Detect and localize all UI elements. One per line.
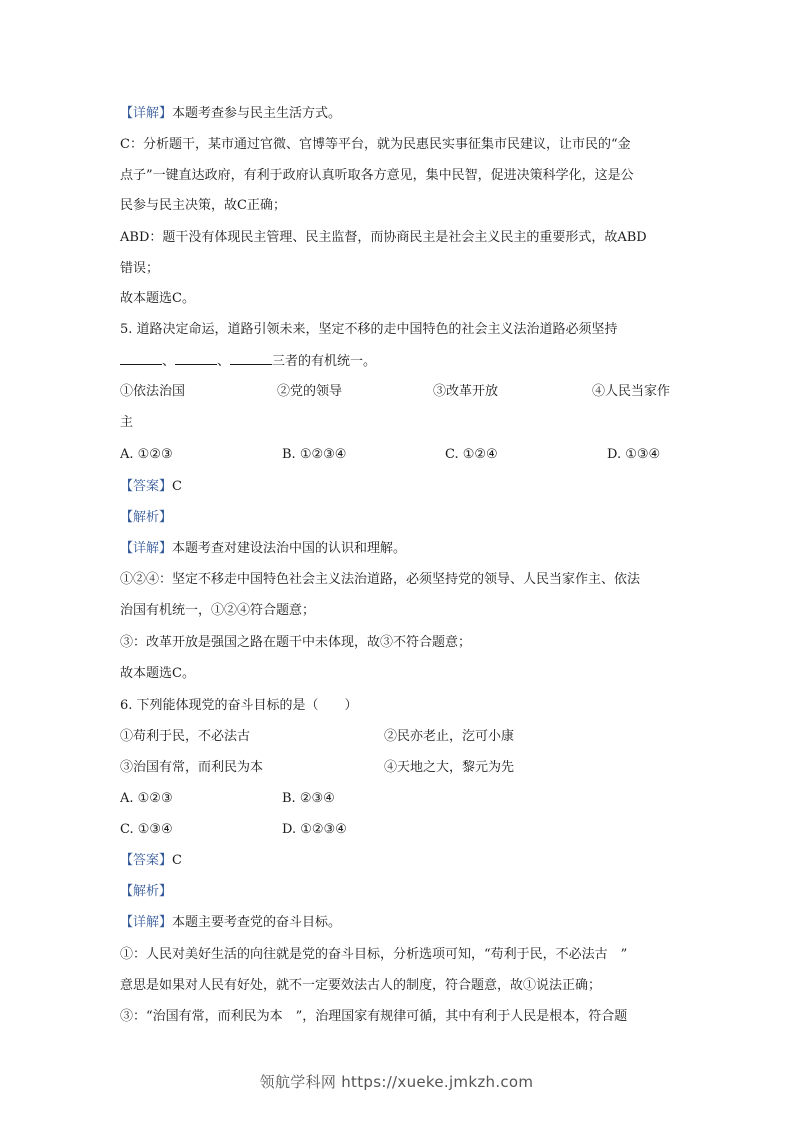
answer-line: [120, 478, 182, 496]
explanation-line: ①②④：坚定不移走中国特色社会主义法治道路，必须坚持党的领导、人民当家作主、依法: [120, 572, 641, 587]
option-item: ①苟利于民，不必法古: [120, 729, 251, 744]
option-item: ④人民当家作: [592, 384, 671, 399]
detail-text: 本题考查对建设法治中国的认识和理解。: [172, 541, 407, 556]
option-item: ③改革开放: [433, 384, 499, 399]
explanation-line: ABD：题干没有体现民主管理、民主监督，而协商民主是社会主义民主的重要形式，故ABD: [120, 230, 647, 245]
detail-line: [120, 540, 406, 558]
choice-a: A. ①②③: [120, 791, 173, 806]
choice-b: B. ①②③④: [282, 447, 347, 462]
choice-b: B. ②③④: [282, 791, 335, 806]
answer-blank: [230, 352, 272, 365]
analysis-tag: 【解析】: [120, 510, 173, 525]
explanation-line: 民参与民主决策，故C正确；: [120, 198, 286, 213]
explanation-line: C：分析题干，某市通过官微、官博等平台，就为民惠民实事征集市民建议，让市民的“金: [120, 137, 631, 152]
detail-line: [120, 105, 341, 123]
option-item: ②民亦老止，汔可小康: [384, 729, 515, 744]
detail-tag: 【详解】: [120, 541, 173, 556]
answer-blank: [120, 352, 162, 365]
blank-separator: 、: [162, 354, 176, 369]
choice-a: A. ①②③: [120, 447, 173, 462]
answer-line: [120, 852, 182, 870]
explanation-line: 点子”一键直达政府，有利于政府认真听取各方意见，集中民智，促进决策科学化，这是公: [120, 168, 634, 183]
detail-tag: 【详解】: [120, 106, 173, 121]
option-item: ①依法治国: [120, 384, 186, 399]
conclusion-line: 故本题选C。: [120, 666, 195, 681]
blank-separator: 、: [217, 354, 231, 369]
explanation-line: 意思是如果对人民有好处，就不一定要效法古人的制度，符合题意，故①说法正确；: [120, 978, 602, 993]
option-item: ③治国有常，而利民为本: [120, 760, 264, 775]
option-item-wrap: 主: [120, 415, 134, 430]
explanation-line: 错误；: [120, 261, 160, 276]
analysis-line: [120, 883, 172, 901]
answer-value: C: [172, 479, 182, 494]
choice-d: D. ①②③④: [282, 822, 347, 837]
choice-c: C. ①②④: [445, 447, 498, 462]
explanation-line: 治国有机统一，①②④符合题意；: [120, 603, 316, 618]
explanation-line: ③：“治国有常，而利民为本 ”，治理国家有规律可循，其中有利于人民是根本，符合题: [120, 1009, 628, 1024]
option-item: ④天地之大，黎元为先: [384, 760, 515, 775]
detail-text: 本题考查参与民主生活方式。: [172, 106, 342, 121]
choice-d: D. ①③④: [607, 447, 661, 462]
detail-line: [120, 914, 341, 932]
detail-tag: 【详解】: [120, 915, 173, 930]
explanation-line: ①：人民对美好生活的向往就是党的奋斗目标，分析选项可知，“苟利于民，不必法古 ”: [120, 947, 628, 962]
answer-tag: 【答案】: [120, 479, 173, 494]
detail-text: 本题主要考查党的奋斗目标。: [172, 915, 342, 930]
answer-blank: [175, 352, 217, 365]
choice-c: C. ①③④: [120, 822, 173, 837]
explanation-line: ③：改革开放是强国之路在题干中未体现，故③不符合题意；: [120, 635, 472, 650]
question-5-stem: 5. 道路决定命运，道路引领未来，坚定不移的走中国特色的社会主义法治道路必须坚持: [120, 322, 618, 337]
conclusion-line: 故本题选C。: [120, 291, 195, 306]
question-6-stem: 6. 下列能体现党的奋斗目标的是（ ）: [120, 698, 358, 713]
answer-tag: 【答案】: [120, 853, 173, 868]
option-item: ②党的领导: [277, 384, 343, 399]
watermark-footer: 领航学科网 https://xueke.jmkzh.com: [259, 1073, 534, 1091]
analysis-tag: 【解析】: [120, 884, 173, 899]
answer-value: C: [172, 853, 182, 868]
analysis-line: [120, 509, 172, 527]
stem-tail: 三者的有机统一。: [272, 354, 377, 369]
question-5-stem-blanks: [120, 352, 376, 371]
